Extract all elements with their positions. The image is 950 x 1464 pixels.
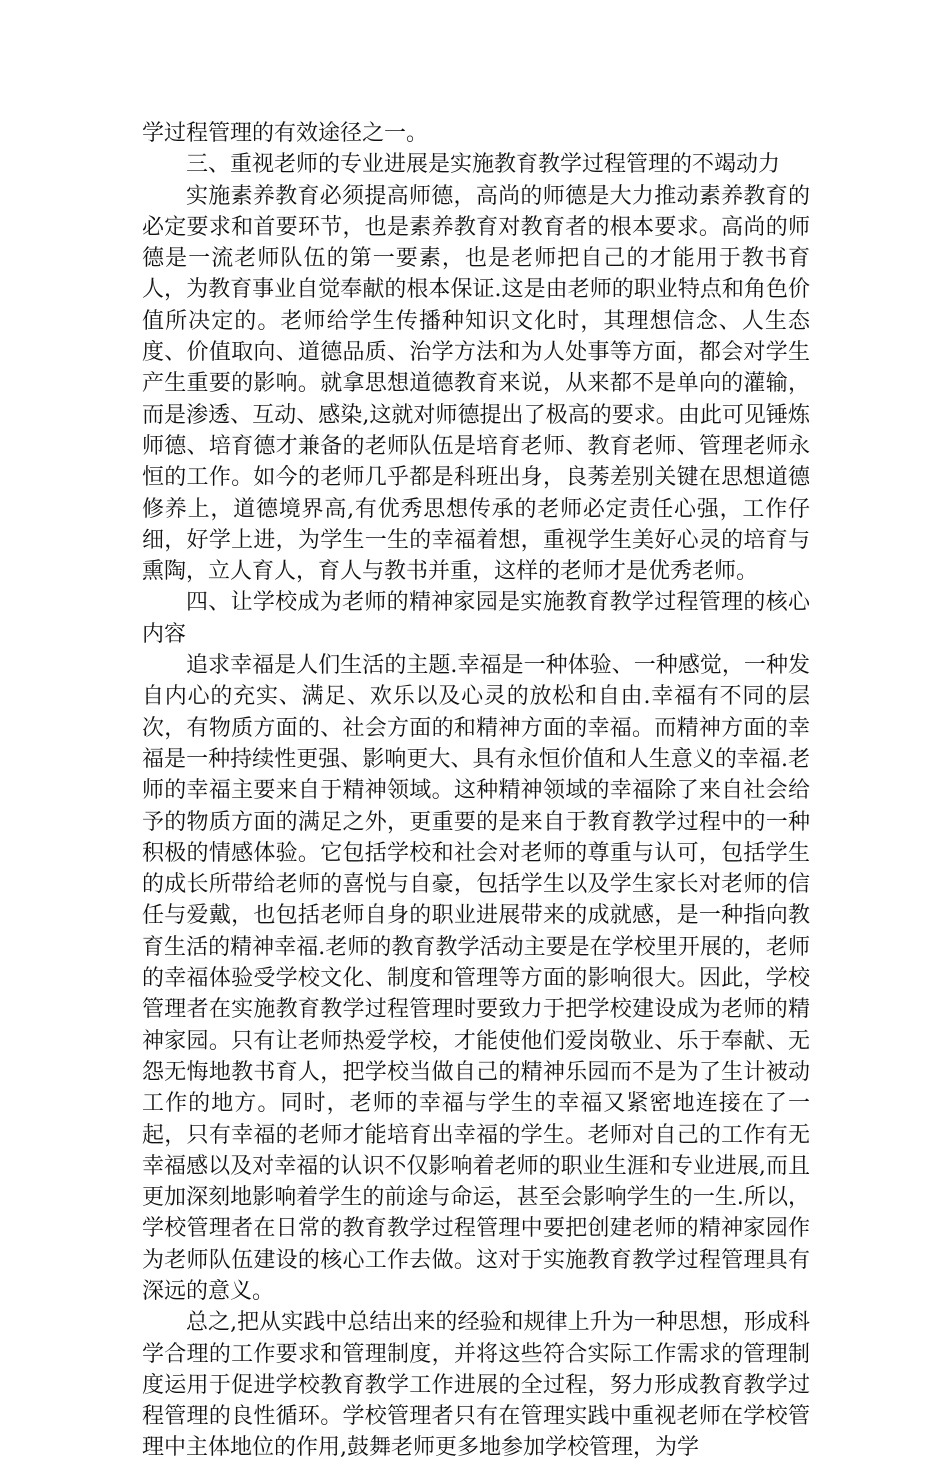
document-page <box>142 118 810 1464</box>
section-heading-4: 四、让学校成为老师的精神家园是实施教育教学过程管理的核心内容 <box>142 590 810 647</box>
paragraph-teacher-ethics: 实施素养教育必须提高师德，高尚的师德是大力推动素养教育的必定要求和首要环节，也是素养教育对教育者的根本要求。高尚的师德是一流老师队伍的第一要素，也是老师把自己的才能用于教书育人，为教育事业自觉奉献的根本保证.这是由老师的职业特点和角色价值所决定的。老师给学生传播种知识文化时，其理想信念、人生态度、价值取向、道德品质、治学方法和为人处事等方面，都会对学生产生重要的影响。就拿思想道德教育来说，从来都不是单向的灌输，而是渗透、互动、感染,这就对师德提出了极高的要求。由此可见锤炼师德、培育德才兼备的老师队伍是培育老师、教育老师、管理老师永恒的工作。如今的老师几乎都是科班出身，良莠差别关键在思想道德修养上，道德境界高,有优秀思想传承的老师必定责任心强，工作仔细，好学上进，为学生一生的幸福着想，重视学生美好心灵的培育与熏陶，立人育人，育人与教书并重，这样的老师才是优秀老师。 <box>142 183 810 585</box>
paragraph-continuation: 学过程管理的有效途径之一。 <box>142 121 429 146</box>
section-heading-3: 三、重视老师的专业进展是实施教育教学过程管理的不竭动力 <box>186 152 781 178</box>
paragraph-conclusion: 总之,把从实践中总结出来的经验和规律上升为一种思想，形成科学合理的工作要求和管理制度，并将这些符合实际工作需求的管理制度运用于促进学校教育教学工作进展的全过程，努力形成教育教学过程管理的良性循环。学校管理者只有在管理实践中重视老师在学校管理中主体地位的作用,鼓舞老师更多地参加学校管理，为学 <box>142 1310 810 1461</box>
paragraph-happiness: 追求幸福是人们生活的主题.幸福是一种体验、一种感觉，一种发自内心的充实、满足、欢乐以及心灵的放松和自由.幸福有不同的层次，有物质方面的、社会方面的和精神方面的幸福。而精神方面的幸福是一种持续性更强、影响更大、具有永恒价值和人生意义的幸福.老师的幸福主要来自于精神领域。这种精神领域的幸福除了来自社会给予的物质方面的满足之外，更重要的是来自于教育教学过程中的一种积极的情感体验。它包括学校和社会对老师的尊重与认可，包括学生的成长所带给老师的喜悦与自豪，包括学生以及学生家长对老师的信任与爱戴，也包括老师自身的职业进展带来的成就感，是一种指向教育生活的精神幸福.老师的教育教学活动主要是在学校里开展的，老师的幸福体验受学校文化、制度和管理等方面的影响很大。因此，学校管理者在实施教育教学过程管理时要致力于把学校建设成为老师的精神家园。只有让老师热爱学校，才能使他们爱岗敬业、乐于奉献、无怨无悔地教书育人，把学校当做自己的精神乐园而不是为了生计被动工作的地方。同时，老师的幸福与学生的幸福又紧密地连接在了一起，只有幸福的老师才能培育出幸福的学生。老师对自己的工作有无幸福感以及对幸福的认识不仅影响着老师的职业生涯和专业进展,而且更加深刻地影响着学生的前途与命运，甚至会影响学生的一生.所以，学校管理者在日常的教育教学过程管理中要把创建老师的精神家园作为老师队伍建设的核心工作去做。这对于实施教育教学过程管理具有深远的意义。 <box>142 653 810 1304</box>
